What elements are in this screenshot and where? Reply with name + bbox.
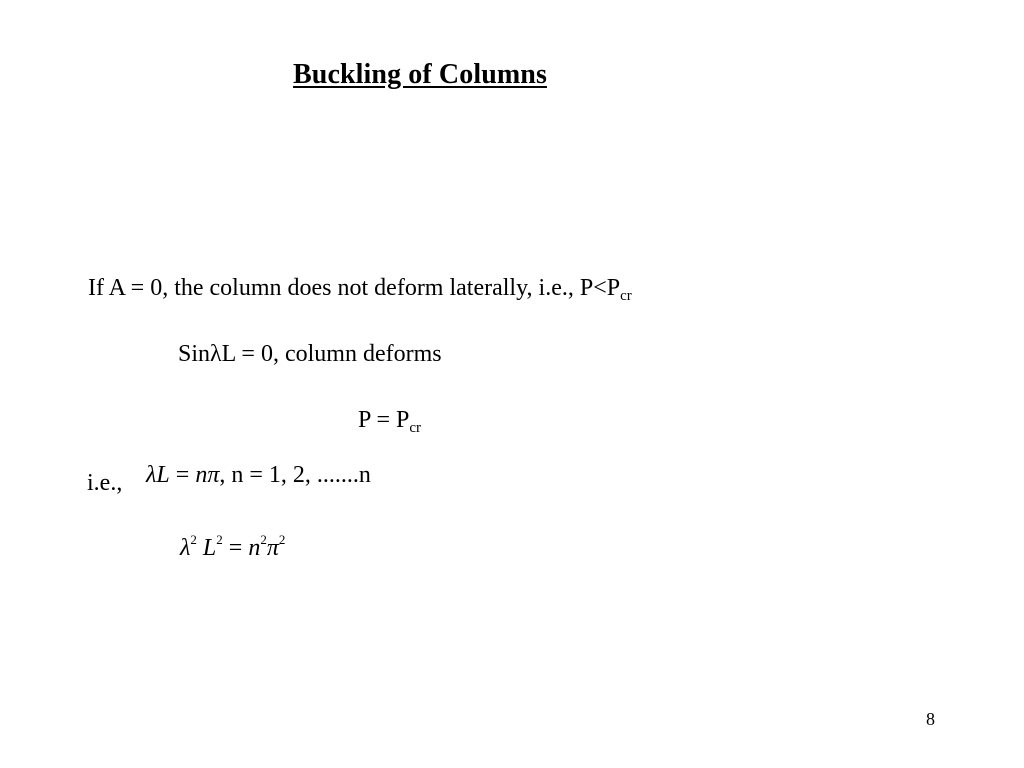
slide-title: Buckling of Columns xyxy=(293,59,547,90)
equation-symbol-n: n xyxy=(195,462,208,488)
equation-exponent-l: 2 xyxy=(216,532,223,547)
equation-symbol-lambda: λ xyxy=(146,462,157,488)
text-line-sine: SinλL = 0, column deforms xyxy=(178,341,442,367)
text-line-critical-load-subscript: cr xyxy=(409,420,421,436)
equation-symbol-l: L xyxy=(202,535,217,561)
page-number: 8 xyxy=(926,709,935,729)
equation-exponent-pi: 2 xyxy=(278,532,286,547)
text-line-condition xyxy=(88,275,632,305)
equation-lambda-l-equals-n-pi xyxy=(146,462,371,489)
equation-equals: = xyxy=(222,535,249,561)
text-line-condition-subscript: cr xyxy=(620,288,632,304)
equation-exponent-n: 2 xyxy=(260,532,267,547)
equation-symbol-l: L xyxy=(156,462,170,488)
text-line-condition-main: If A = 0, the column does not deform laterally, i.e., P<P xyxy=(88,275,621,301)
equation-series-values: , n = 1, 2, .......n xyxy=(219,462,371,488)
text-line-ie-prefix: i.e., xyxy=(87,470,123,496)
equation-symbol-n: n xyxy=(248,535,261,561)
equation-symbol-pi: π xyxy=(207,462,220,488)
equation-symbol-pi: π xyxy=(266,535,279,561)
text-line-critical-load-main: P = P xyxy=(358,407,410,433)
equation-exponent-lambda: 2 xyxy=(190,532,197,547)
text-line-critical-load xyxy=(358,407,421,437)
equation-lambda-squared-l-squared xyxy=(180,532,285,562)
equation-equals: = xyxy=(169,462,196,488)
equation-symbol-lambda: λ xyxy=(180,535,191,561)
